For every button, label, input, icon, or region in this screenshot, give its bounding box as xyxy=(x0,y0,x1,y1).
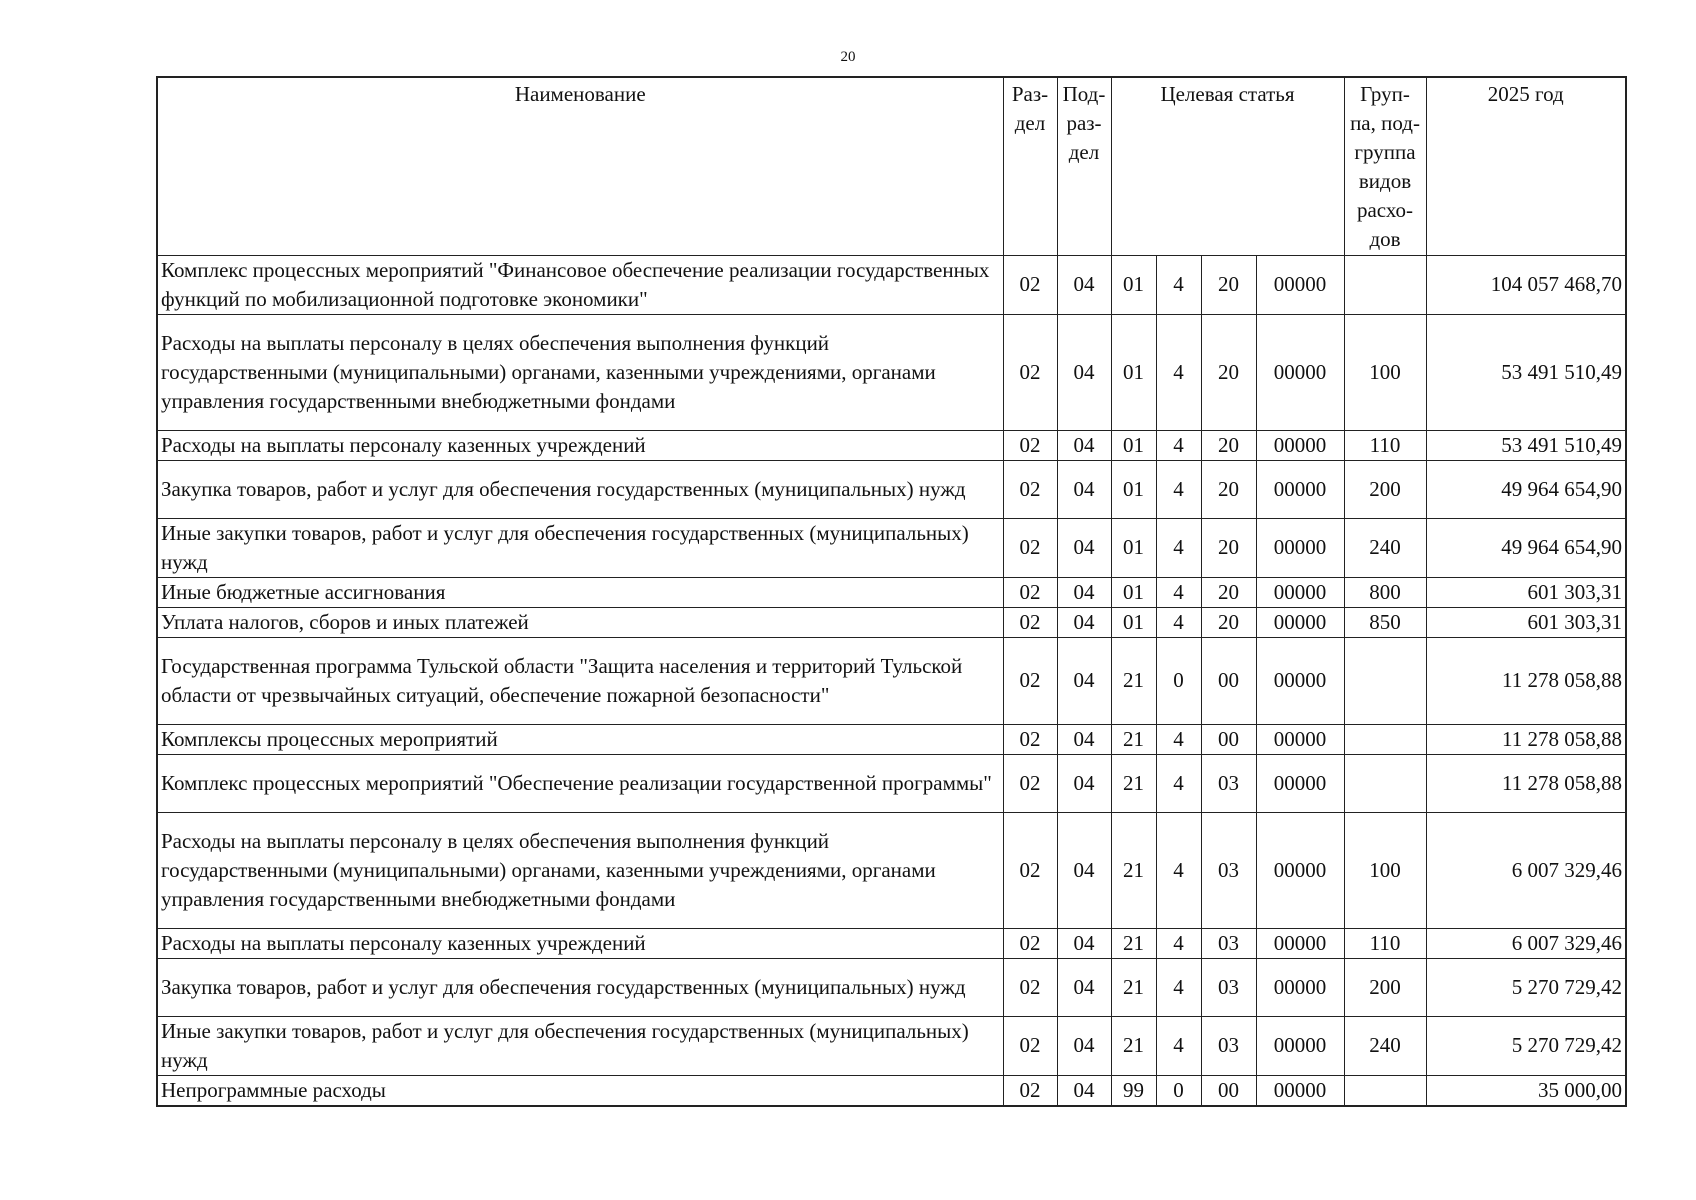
row-section: 02 xyxy=(1003,958,1057,1016)
row-section: 02 xyxy=(1003,637,1057,724)
row-target-subprogram: 20 xyxy=(1201,577,1256,607)
row-expense-group: 110 xyxy=(1344,430,1426,460)
table-row xyxy=(157,637,1626,724)
row-name: Государственная программа Тульской области "Защита населения и территорий Тульской области от чрезвычайных ситуаций, обеспечение пожарной безопасности" xyxy=(157,637,1003,724)
row-target-type: 4 xyxy=(1156,724,1201,754)
table-row xyxy=(157,812,1626,928)
row-subsection: 04 xyxy=(1057,518,1111,577)
header-section-text: Раз- дел xyxy=(1011,82,1049,135)
row-name: Расходы на выплаты персоналу казенных учреждений xyxy=(157,928,1003,958)
row-target-type: 4 xyxy=(1156,1016,1201,1075)
row-amount: 49 964 654,90 xyxy=(1426,518,1626,577)
row-target-subprogram: 20 xyxy=(1201,607,1256,637)
row-target-direction: 00000 xyxy=(1256,430,1344,460)
row-subsection: 04 xyxy=(1057,812,1111,928)
row-target-program: 01 xyxy=(1111,314,1156,430)
row-section: 02 xyxy=(1003,607,1057,637)
row-name: Иные бюджетные ассигнования xyxy=(157,577,1003,607)
header-section xyxy=(1003,77,1057,255)
row-amount: 104 057 468,70 xyxy=(1426,255,1626,314)
row-target-program: 21 xyxy=(1111,1016,1156,1075)
row-target-subprogram: 20 xyxy=(1201,314,1256,430)
row-subsection: 04 xyxy=(1057,754,1111,812)
row-name: Иные закупки товаров, работ и услуг для обеспечения государственных (муниципальных) нужд xyxy=(157,1016,1003,1075)
row-target-type: 4 xyxy=(1156,754,1201,812)
header-year: 2025 год xyxy=(1426,77,1626,255)
row-target-direction: 00000 xyxy=(1256,607,1344,637)
row-target-direction: 00000 xyxy=(1256,518,1344,577)
row-amount: 5 270 729,42 xyxy=(1426,1016,1626,1075)
table-row xyxy=(157,928,1626,958)
row-target-direction: 00000 xyxy=(1256,724,1344,754)
row-expense-group: 200 xyxy=(1344,460,1426,518)
row-target-subprogram: 00 xyxy=(1201,724,1256,754)
row-subsection: 04 xyxy=(1057,607,1111,637)
table-row xyxy=(157,754,1626,812)
row-target-direction: 00000 xyxy=(1256,314,1344,430)
header-row xyxy=(157,77,1626,255)
row-target-type: 4 xyxy=(1156,812,1201,928)
table-row xyxy=(157,518,1626,577)
row-expense-group: 800 xyxy=(1344,577,1426,607)
row-target-direction: 00000 xyxy=(1256,460,1344,518)
row-subsection: 04 xyxy=(1057,928,1111,958)
row-expense-group: 100 xyxy=(1344,314,1426,430)
header-name: Наименование xyxy=(157,77,1003,255)
table-row xyxy=(157,460,1626,518)
row-name: Уплата налогов, сборов и иных платежей xyxy=(157,607,1003,637)
row-target-direction: 00000 xyxy=(1256,928,1344,958)
row-section: 02 xyxy=(1003,754,1057,812)
table-row xyxy=(157,255,1626,314)
row-amount: 6 007 329,46 xyxy=(1426,928,1626,958)
row-target-program: 01 xyxy=(1111,518,1156,577)
row-section: 02 xyxy=(1003,314,1057,430)
table-body xyxy=(157,255,1626,1106)
row-expense-group xyxy=(1344,754,1426,812)
row-target-type: 0 xyxy=(1156,637,1201,724)
row-target-type: 4 xyxy=(1156,577,1201,607)
row-target-program: 01 xyxy=(1111,255,1156,314)
row-target-direction: 00000 xyxy=(1256,958,1344,1016)
row-target-type: 4 xyxy=(1156,430,1201,460)
row-section: 02 xyxy=(1003,812,1057,928)
page-number: 20 xyxy=(840,49,856,65)
header-subsection xyxy=(1057,77,1111,255)
row-name: Расходы на выплаты персоналу в целях обеспечения выполнения функций государственными (муниципальными) органами, казенными учреждениями, органами управления государственными внебюджетными фондами xyxy=(157,314,1003,430)
budget-table xyxy=(156,76,1627,1107)
row-amount: 5 270 729,42 xyxy=(1426,958,1626,1016)
row-target-subprogram: 20 xyxy=(1201,460,1256,518)
row-name: Расходы на выплаты персоналу в целях обеспечения выполнения функций государственными (муниципальными) органами, казенными учреждениями, органами управления государственными внебюджетными фондами xyxy=(157,812,1003,928)
row-section: 02 xyxy=(1003,1016,1057,1075)
row-expense-group: 100 xyxy=(1344,812,1426,928)
row-target-type: 4 xyxy=(1156,255,1201,314)
row-target-subprogram: 20 xyxy=(1201,430,1256,460)
row-target-subprogram: 03 xyxy=(1201,1016,1256,1075)
row-section: 02 xyxy=(1003,724,1057,754)
table-row xyxy=(157,1075,1626,1106)
row-amount: 11 278 058,88 xyxy=(1426,724,1626,754)
row-target-type: 4 xyxy=(1156,460,1201,518)
row-target-direction: 00000 xyxy=(1256,754,1344,812)
header-target-article: Целевая статья xyxy=(1111,77,1344,255)
row-target-program: 99 xyxy=(1111,1075,1156,1106)
table-row xyxy=(157,1016,1626,1075)
row-target-subprogram: 03 xyxy=(1201,812,1256,928)
row-target-program: 01 xyxy=(1111,577,1156,607)
row-target-program: 21 xyxy=(1111,754,1156,812)
row-target-type: 4 xyxy=(1156,958,1201,1016)
row-subsection: 04 xyxy=(1057,255,1111,314)
row-subsection: 04 xyxy=(1057,637,1111,724)
row-name: Закупка товаров, работ и услуг для обеспечения государственных (муниципальных) нужд xyxy=(157,958,1003,1016)
table-row xyxy=(157,724,1626,754)
row-amount: 601 303,31 xyxy=(1426,577,1626,607)
row-target-program: 01 xyxy=(1111,430,1156,460)
row-target-type: 4 xyxy=(1156,928,1201,958)
row-subsection: 04 xyxy=(1057,430,1111,460)
header-expense-group xyxy=(1344,77,1426,255)
row-expense-group: 240 xyxy=(1344,518,1426,577)
row-expense-group xyxy=(1344,255,1426,314)
row-name: Расходы на выплаты персоналу казенных учреждений xyxy=(157,430,1003,460)
table-row xyxy=(157,607,1626,637)
row-amount: 53 491 510,49 xyxy=(1426,314,1626,430)
row-amount: 49 964 654,90 xyxy=(1426,460,1626,518)
row-section: 02 xyxy=(1003,255,1057,314)
row-target-subprogram: 20 xyxy=(1201,255,1256,314)
row-section: 02 xyxy=(1003,1075,1057,1106)
header-subsection-text: Под- раз- дел xyxy=(1062,82,1106,164)
row-target-direction: 00000 xyxy=(1256,812,1344,928)
row-target-subprogram: 00 xyxy=(1201,637,1256,724)
row-target-program: 21 xyxy=(1111,958,1156,1016)
row-target-program: 21 xyxy=(1111,928,1156,958)
row-expense-group: 850 xyxy=(1344,607,1426,637)
table-row xyxy=(157,958,1626,1016)
row-subsection: 04 xyxy=(1057,1075,1111,1106)
row-section: 02 xyxy=(1003,928,1057,958)
table-row xyxy=(157,314,1626,430)
row-amount: 35 000,00 xyxy=(1426,1075,1626,1106)
row-subsection: 04 xyxy=(1057,1016,1111,1075)
row-target-subprogram: 03 xyxy=(1201,928,1256,958)
row-name: Иные закупки товаров, работ и услуг для обеспечения государственных (муниципальных) нужд xyxy=(157,518,1003,577)
row-target-program: 21 xyxy=(1111,637,1156,724)
row-subsection: 04 xyxy=(1057,577,1111,607)
row-section: 02 xyxy=(1003,460,1057,518)
row-subsection: 04 xyxy=(1057,958,1111,1016)
row-target-program: 01 xyxy=(1111,607,1156,637)
row-section: 02 xyxy=(1003,577,1057,607)
table-row xyxy=(157,430,1626,460)
row-name: Закупка товаров, работ и услуг для обеспечения государственных (муниципальных) нужд xyxy=(157,460,1003,518)
row-target-type: 0 xyxy=(1156,1075,1201,1106)
row-amount: 53 491 510,49 xyxy=(1426,430,1626,460)
row-subsection: 04 xyxy=(1057,314,1111,430)
row-target-program: 21 xyxy=(1111,724,1156,754)
row-target-subprogram: 03 xyxy=(1201,958,1256,1016)
row-target-direction: 00000 xyxy=(1256,1016,1344,1075)
row-subsection: 04 xyxy=(1057,724,1111,754)
row-target-subprogram: 00 xyxy=(1201,1075,1256,1106)
table-row xyxy=(157,577,1626,607)
row-expense-group xyxy=(1344,637,1426,724)
row-section: 02 xyxy=(1003,518,1057,577)
row-name: Комплекс процессных мероприятий "Обеспечение реализации государственной программы" xyxy=(157,754,1003,812)
row-target-direction: 00000 xyxy=(1256,577,1344,607)
row-expense-group: 200 xyxy=(1344,958,1426,1016)
row-name: Комплексы процессных мероприятий xyxy=(157,724,1003,754)
row-amount: 601 303,31 xyxy=(1426,607,1626,637)
row-expense-group: 110 xyxy=(1344,928,1426,958)
row-expense-group: 240 xyxy=(1344,1016,1426,1075)
row-section: 02 xyxy=(1003,430,1057,460)
row-target-direction: 00000 xyxy=(1256,1075,1344,1106)
row-expense-group xyxy=(1344,724,1426,754)
row-target-type: 4 xyxy=(1156,607,1201,637)
row-name: Комплекс процессных мероприятий "Финансовое обеспечение реализации государственных функций по мобилизационной подготовке экономики" xyxy=(157,255,1003,314)
row-target-subprogram: 20 xyxy=(1201,518,1256,577)
row-target-subprogram: 03 xyxy=(1201,754,1256,812)
row-target-type: 4 xyxy=(1156,518,1201,577)
header-expense-group-text: Груп- па, под- группа видов расхо- дов xyxy=(1350,82,1420,251)
row-amount: 11 278 058,88 xyxy=(1426,754,1626,812)
row-amount: 6 007 329,46 xyxy=(1426,812,1626,928)
row-target-direction: 00000 xyxy=(1256,637,1344,724)
row-expense-group xyxy=(1344,1075,1426,1106)
row-target-direction: 00000 xyxy=(1256,255,1344,314)
row-target-program: 01 xyxy=(1111,460,1156,518)
row-amount: 11 278 058,88 xyxy=(1426,637,1626,724)
row-subsection: 04 xyxy=(1057,460,1111,518)
row-name: Непрограммные расходы xyxy=(157,1075,1003,1106)
row-target-program: 21 xyxy=(1111,812,1156,928)
row-target-type: 4 xyxy=(1156,314,1201,430)
